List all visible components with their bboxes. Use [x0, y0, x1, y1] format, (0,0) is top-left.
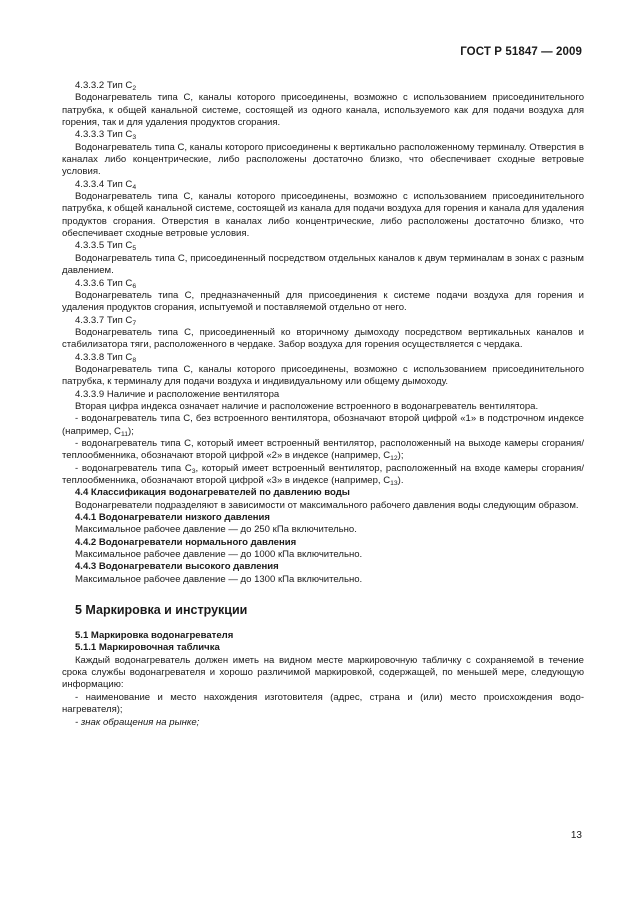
clause-heading: 4.3.3.2 Тип $С_2$	[75, 80, 137, 92]
section-heading: 4.4 Классификация водонагревателей по давлению воды	[75, 487, 350, 499]
subsection-heading: 4.4.2 Водонагреватели нормального давления	[75, 536, 297, 548]
section-heading: 5.1 Маркировка водонагревателя	[75, 630, 234, 642]
clause-text: Водонагреватель типа С, предназначенный для присоединения к системе подачи воздуха для горения и удаления продуктов сгорания, испытуемой и поставляемой отдельно от него.	[62, 289, 584, 314]
page-content	[62, 80, 584, 729]
section-text: Водонагреватели подразделяют в зависимости от максимального рабочего давления воды следующим образом.	[75, 499, 579, 511]
clause-text: Вторая цифра индекса означает наличие и расположение встроенного в водонагреватель вентилятора.	[75, 400, 539, 412]
clause-text: Водонагреватель типа С, присоединенный посредством отдельных каналов к двум терминалам в зонах с разным давлением.	[62, 252, 584, 277]
clause-heading: 4.3.3.9 Наличие и расположение вентилятора	[75, 388, 280, 400]
clause-heading: 4.3.3.5 Тип $С_5$	[75, 240, 137, 253]
list-item: - наименование и место нахождения изготовителя (адрес, страна и (или) место происхождения водонагревателя);	[62, 691, 584, 716]
clause-text: Водонагреватель типа С, присоединенный ко вторичному дымоходу посредством вертикальных каналов и стабилизатора тяги, расположенного в чердаке. Забор воздуха для горения осуществляется с чердака.	[62, 326, 584, 351]
list-item: - водонагреватель типа С, без встроенного вентилятора, обозначают второй цифрой «1» в подстрочном индексе (например, $С_{11}$);	[62, 413, 584, 438]
chapter-heading: 5 Маркировка и инструкции	[75, 603, 248, 618]
subsection-heading: 5.1.1 Маркировочная табличка	[75, 642, 220, 654]
clause-heading: 4.3.3.3 Тип $С_3$	[75, 129, 137, 142]
subsection-text: Максимальное рабочее давление — до 1300 кПа включительно.	[75, 573, 363, 585]
clause-text: Водонагреватель типа С, каналы которого присоединены к вертикально расположенному терминалу. Отверстия в каналах либо концентрические, либо расположены достаточно близко, что обеспечивает сходные ветровые условия.	[62, 141, 584, 178]
list-item: - водонагреватель типа С, который имеет встроенный вентилятор, расположенный на выходе камеры сгорания/теплообменника, обозначают второй цифрой «2» в индексе (например, $С_{12}$);	[62, 437, 584, 463]
clause-heading: 4.3.3.6 Тип $С_6$	[75, 277, 137, 290]
document-header: ГОСТ Р 51847 — 2009	[460, 46, 582, 58]
subsection-text: Максимальное рабочее давление — до 250 кПа включительно.	[75, 524, 357, 536]
clause-heading: 4.3.3.7 Тип $С_7$	[75, 314, 137, 327]
clause-heading: 4.3.3.8 Тип $С_8$	[75, 351, 137, 364]
clause-text: Водонагреватель типа С, каналы которого присоединены, возможно с использованием присоединительного патрубка, к общей канальной системе, состоящей из одного канала, используемого как для подачи воздуха для горения, так и для удаления продуктов сгорания.	[62, 92, 584, 129]
clause-text: Водонагреватель типа С, каналы которого присоединены, возможно с использованием присоединительного патрубка, к общей канальной системе, состоящей из канала для подачи воздуха для горения и канала для удаления продуктов сгорания. Отверстия в каналах либо концентрические, либо расположены достаточно близко, что обеспечивает сходные ветровые условия.	[62, 191, 584, 240]
list-item: - водонагреватель типа $С_3$, который имеет встроенный вентилятор, расположенный на входе камеры сгорания/теплообменника, обозначают второй цифрой «3» в индексе (например, $С_{13}$).	[62, 462, 584, 487]
clause-text: Водонагреватель типа С, каналы которого присоединены, возможно с использованием присоединительного патрубка, к терминалу для подачи воздуха и индивидуальному или общему дымоходу.	[62, 363, 584, 388]
subsection-heading: 4.4.3 Водонагреватели высокого давления	[75, 561, 279, 573]
clause-heading: 4.3.3.4 Тип $С_4$	[75, 178, 137, 191]
list-item: - знак обращения на рынке;	[75, 716, 200, 728]
page-number: 13	[570, 830, 582, 841]
subsection-heading: 4.4.1 Водонагреватели низкого давления	[75, 512, 270, 524]
subsection-text: Максимальное рабочее давление — до 1000 кПа включительно.	[75, 549, 363, 561]
section-text: Каждый водонагреватель должен иметь на видном месте маркировочную табличку с сохраняемой в течение срока службы водонагревателя и хорошо различимой маркировкой, содержащей, по меньшей мере, следующую информацию:	[62, 654, 584, 691]
